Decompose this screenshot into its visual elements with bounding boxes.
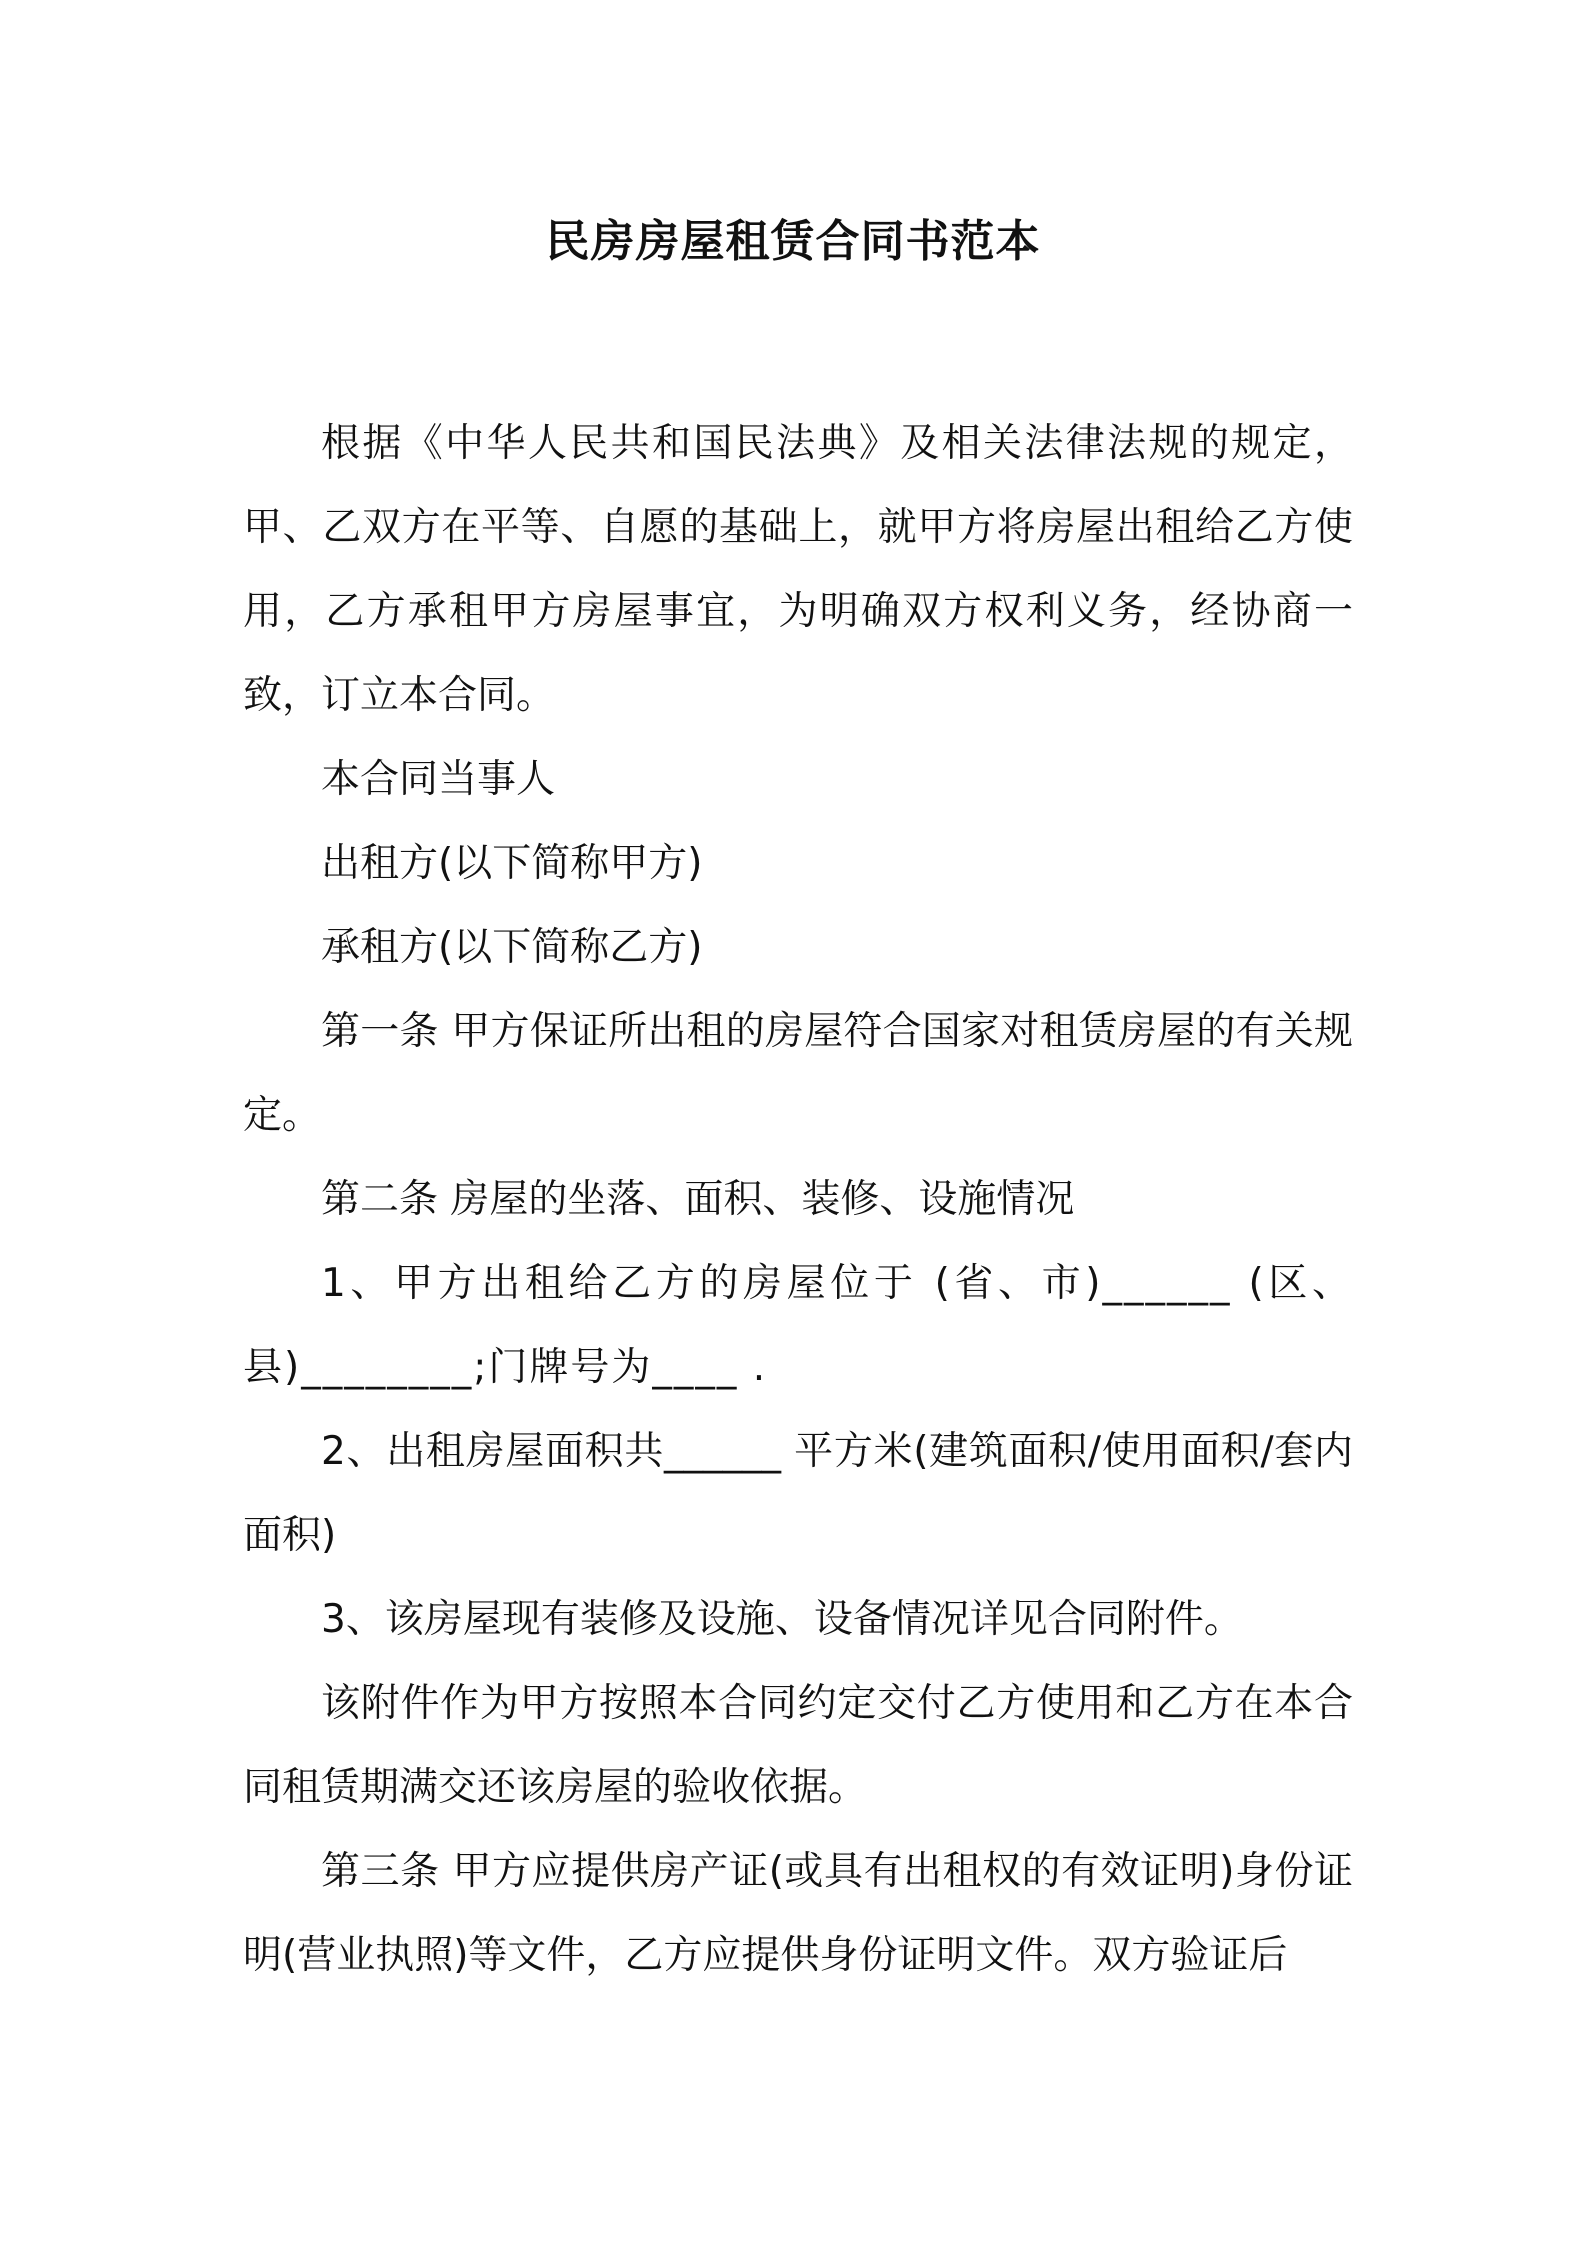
paragraph-parties-heading: 本合同当事人: [321, 757, 556, 802]
paragraph-attachment: 该附件作为甲方按照本合同约定交付乙方使用和乙方在本合同租赁期满交还该房屋的验收依据。: [243, 1681, 1353, 1810]
paragraph-item-1: 1、甲方出租给乙方的房屋位于 (省、市)______ (区、县)________;门牌号为____ .: [243, 1261, 1353, 1390]
paragraph-article-2: 第二条 房屋的坐落、面积、装修、设施情况: [321, 1177, 1075, 1222]
paragraph-lessee: 承租方(以下简称乙方): [321, 925, 703, 970]
paragraph-lessor: 出租方(以下简称甲方): [321, 841, 703, 886]
paragraph-preamble: 根据《中华人民共和国民法典》及相关法律法规的规定，甲、乙双方在平等、自愿的基础上，就甲方将房屋出租给乙方使用，乙方承租甲方房屋事宜，为明确双方权利义务，经协商一致，订立本合同。: [243, 421, 1353, 718]
paragraph-item-3: 3、该房屋现有装修及设施、设备情况详见合同附件。: [321, 1597, 1243, 1642]
paragraph-article-1: 第一条 甲方保证所出租的房屋符合国家对租赁房屋的有关规定。: [243, 1009, 1353, 1138]
paragraph-article-3: 第三条 甲方应提供房产证(或具有出租权的有效证明)身份证明(营业执照)等文件，乙方应提供身份证明文件。双方验证后: [243, 1849, 1353, 1978]
document-body: [243, 402, 1353, 1998]
document-title: 民房房屋租赁合同书范本: [545, 216, 1041, 267]
paragraph-item-2: 2、出租房屋面积共______ 平方米(建筑面积/使用面积/套内面积): [243, 1429, 1353, 1558]
